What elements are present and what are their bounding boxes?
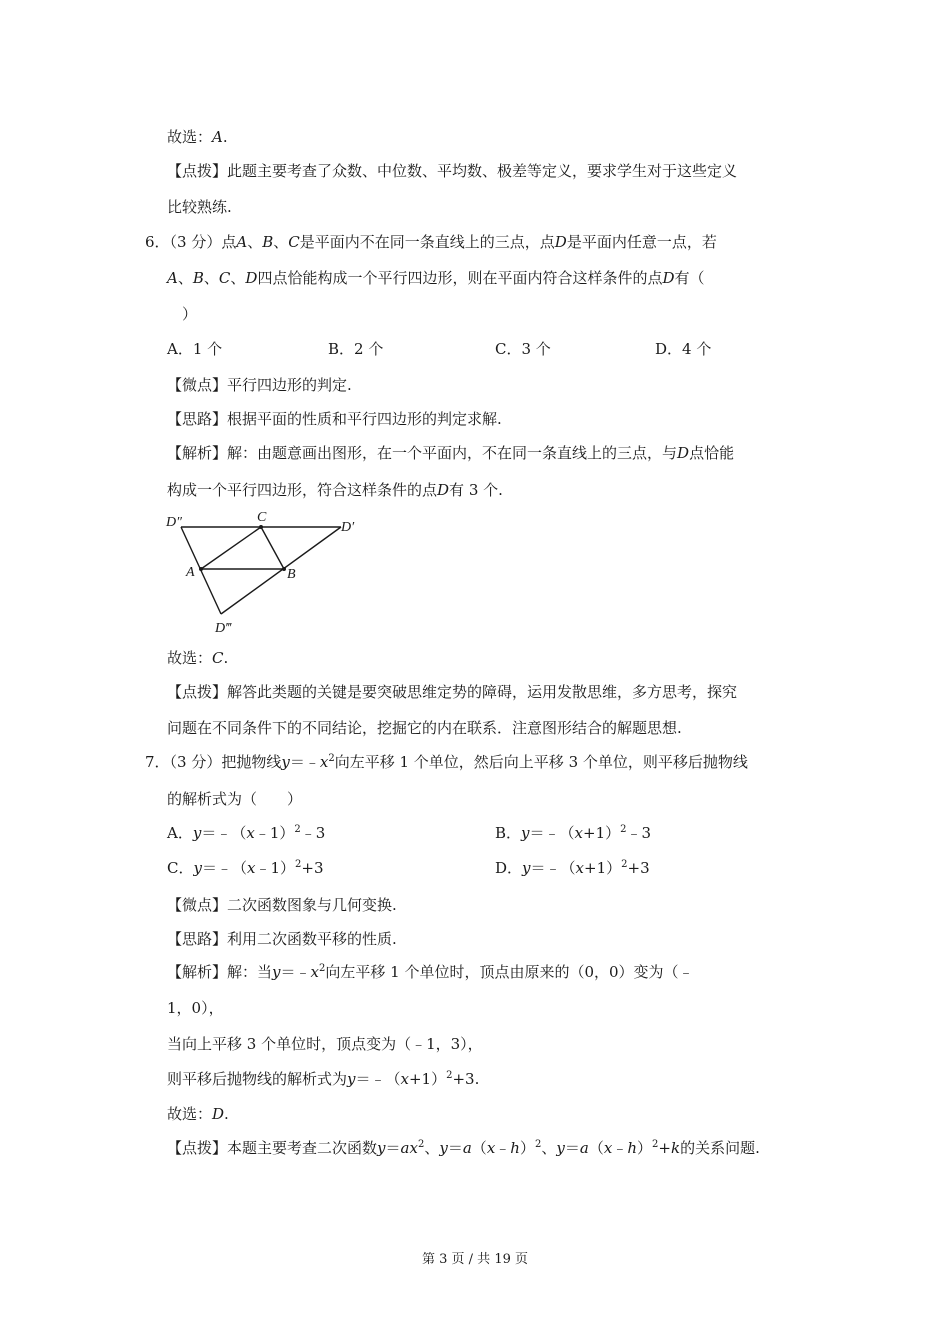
weidian-text: 平行四边形的判定. (227, 376, 352, 394)
var-x: x (603, 1139, 613, 1157)
line-c-b (261, 527, 284, 569)
q6-option-c: C．3 个 (495, 340, 551, 358)
var-d: D (662, 269, 675, 287)
answer-label: 故选： (167, 649, 213, 667)
weidian-tag: 【微点】 (167, 896, 228, 914)
answer-label: 故选： (167, 128, 213, 146)
label-b: B (287, 567, 296, 582)
tip-tag: 【点拨】 (167, 683, 228, 701)
q6-stem-line2 (167, 268, 705, 288)
var-h: h (627, 1139, 637, 1157)
jiexi-text: 有 3 个. (449, 481, 503, 499)
var-y: y (192, 824, 202, 842)
eq: ＝ (564, 1139, 580, 1157)
jiexi-text: +3. (452, 1070, 480, 1088)
stem-text: 向左平移 1 个单位，然后向上平移 3 个单位，则平移后抛物线 (334, 753, 748, 771)
var-c: C (218, 269, 231, 287)
parallelogram-figure (160, 508, 370, 638)
q7-stem-line2: 的解析式为（ ） (167, 790, 303, 808)
stem-text: 点 (221, 233, 237, 251)
var-c: C (288, 233, 300, 251)
silu-tag: 【思路】 (167, 930, 228, 948)
var-y: y (556, 1139, 565, 1157)
q5-tip-line2: 比较熟练. (167, 198, 232, 216)
q7-option-b (495, 823, 651, 843)
var-x: x (246, 824, 255, 842)
var-y: y (439, 1139, 448, 1157)
eq: ＝ (385, 1139, 401, 1157)
tip-text: 此题主要考查了众数、中位数、平均数、极差等定义，要求学生对于这些定义 (227, 162, 738, 180)
var-a: A (236, 233, 248, 251)
answer-letter: A (212, 128, 223, 146)
opt-text: ＝﹣（ (201, 859, 247, 877)
q7-option-d (495, 858, 650, 878)
jiexi-text: 解：当 (227, 963, 273, 981)
opt-text: ＝﹣（ (530, 859, 576, 877)
sep: 、 (424, 1139, 440, 1157)
label-c: C (257, 510, 267, 525)
exponent: 2 (620, 824, 627, 835)
var-x: x (400, 1070, 409, 1088)
opt-text: ＝﹣（ (529, 824, 575, 842)
answer-letter: D (212, 1105, 225, 1123)
q7-jiexi-line4 (167, 1069, 479, 1089)
var-y: y (521, 824, 530, 842)
opt-label: A． (167, 824, 193, 842)
opt-text: +3 (627, 859, 650, 877)
jiexi-text: 则平移后抛物线的解析式为 (167, 1070, 348, 1088)
opt-text: ＝﹣（ (201, 824, 247, 842)
exponent: 2 (417, 1139, 425, 1150)
opt-label: B． (495, 824, 522, 842)
stem-text: 是平面内不在同一条直线上的三点，点 (299, 233, 555, 251)
paren: （ (588, 1139, 604, 1157)
var-d: D (245, 269, 258, 287)
q7-stem-line1 (145, 752, 748, 772)
q6-option-d: D．4 个 (655, 340, 712, 358)
point-b (282, 567, 286, 571)
q6-silu (167, 409, 502, 429)
opt-label: D． (495, 859, 523, 877)
var-a: a (579, 1139, 589, 1157)
stem-text: 是平面内任意一点，若 (566, 233, 717, 251)
page-footer: 第 3 页 / 共 19 页 (422, 1252, 528, 1267)
q5-answer: 故选：A. (167, 128, 228, 146)
q7-answer: 故选：D. (167, 1105, 229, 1123)
eq: ＝ (447, 1139, 463, 1157)
tip-text: 的关系问题. (680, 1139, 760, 1157)
paren: （ (471, 1139, 487, 1157)
var-d: D (437, 481, 450, 499)
exponent: 2 (652, 1139, 659, 1150)
q7-silu (167, 929, 397, 949)
var-d: D (554, 233, 567, 251)
var-y: y (347, 1070, 356, 1088)
exponent: 2 (319, 963, 326, 974)
q6-stem-close: ） (182, 305, 198, 323)
question-score: （3 分） (169, 753, 222, 771)
sep: 、 (273, 233, 289, 251)
opt-text: ﹣1） (254, 824, 295, 842)
exponent: 2 (294, 824, 301, 835)
q6-stem-line1 (145, 232, 717, 252)
var-y: y (522, 859, 531, 877)
tip-tag: 【点拨】 (167, 1139, 228, 1157)
opt-text: +1） (583, 824, 621, 842)
paren: ） (637, 1139, 653, 1157)
var-y: y (377, 1139, 386, 1157)
var-b: B (262, 233, 274, 251)
q6-jiexi-line2 (167, 480, 503, 500)
jiexi-tag: 【解析】 (167, 963, 228, 981)
answer-label: 故选： (167, 1105, 213, 1123)
q7-option-c (167, 858, 324, 878)
var-x: x (319, 753, 329, 771)
weidian-tag: 【微点】 (167, 376, 228, 394)
q6-option-b: B．2 个 (328, 340, 384, 358)
opt-text: ﹣1） (255, 859, 295, 877)
jiexi-text: 解：由题意画出图形，在一个平面内，不在同一条直线上的三点，与 (227, 444, 678, 462)
label-d-double-prime: D″ (166, 515, 182, 530)
opt-label: C． (167, 859, 194, 877)
var-a: a (400, 1139, 410, 1157)
var-d: D (677, 444, 690, 462)
sep: 、 (230, 269, 246, 287)
label-d-prime: D′ (341, 520, 355, 535)
exponent: 2 (621, 859, 628, 870)
tip-text: 本题主要考查二次函数 (227, 1139, 378, 1157)
q6-option-a: A．1 个 (167, 340, 223, 358)
exponent: 2 (534, 1139, 542, 1150)
question-number: 6． (145, 233, 170, 251)
stem-text: 有（ (674, 269, 705, 287)
label-a: A (186, 565, 195, 580)
var-x: x (575, 859, 584, 877)
stem-text: 把抛物线 (221, 753, 282, 771)
var-a: A (167, 269, 178, 287)
point-a (199, 567, 203, 571)
exponent: 2 (328, 753, 335, 764)
jiexi-text: 构成一个平行四边形，符合这样条件的点 (167, 481, 438, 499)
stem-text: 四点恰能构成一个平行四边形，则在平面内符合这样条件的点 (257, 269, 663, 287)
exponent: 2 (446, 1070, 453, 1081)
opt-text: +3 (301, 859, 324, 877)
q6-jiexi-line1 (167, 443, 734, 463)
q7-weidian (167, 895, 397, 915)
silu-text: 根据平面的性质和平行四边形的判定求解. (227, 410, 502, 428)
jiexi-text: ＝﹣（ (355, 1070, 401, 1088)
var-b: B (192, 269, 204, 287)
var-x: x (246, 859, 256, 877)
sep: 、 (541, 1139, 557, 1157)
q6-tip-line2: 问题在不同条件下的不同结论，挖掘它的内在联系．注意图形结合的解题思想. (167, 719, 682, 737)
q7-jiexi-line1 (167, 962, 694, 982)
eq: ＝﹣ (289, 753, 320, 771)
sep: 、 (247, 233, 263, 251)
opt-text: ﹣3 (626, 824, 652, 842)
var-x: x (409, 1139, 418, 1157)
var-x: x (486, 1139, 496, 1157)
jiexi-text: +1） (408, 1070, 447, 1088)
silu-tag: 【思路】 (167, 410, 228, 428)
silu-text: 利用二次函数平移的性质. (227, 930, 397, 948)
minus: ﹣ (495, 1139, 511, 1157)
var-y: y (281, 753, 290, 771)
var-a: a (462, 1139, 472, 1157)
jiexi-tag: 【解析】 (167, 444, 228, 462)
line-d1-d3 (221, 527, 341, 614)
line-a-c (201, 527, 261, 569)
var-x: x (574, 824, 583, 842)
question-number: 7． (145, 753, 170, 771)
var-x: x (310, 963, 319, 981)
q7-option-a (167, 823, 325, 843)
jiexi-text: 点恰能 (689, 444, 735, 462)
minus: ﹣ (612, 1139, 628, 1157)
question-score: （3 分） (169, 233, 222, 251)
q7-jiexi-line2: 1，0）， (167, 999, 224, 1017)
plus: + (658, 1139, 671, 1157)
tip-text: 解答此类题的关键是要突破思维定势的障碍，运用发散思维，多方思考，探究 (227, 683, 738, 701)
label-d-triple-prime: D‴ (215, 621, 231, 636)
q6-answer: 故选：C. (167, 649, 229, 667)
q6-tip-line1 (167, 682, 737, 702)
var-k: k (670, 1139, 681, 1157)
q7-jiexi-line3: 当向上平移 3 个单位时，顶点变为（﹣1，3）， (167, 1035, 483, 1053)
var-h: h (510, 1139, 520, 1157)
weidian-text: 二次函数图象与几何变换. (227, 896, 397, 914)
point-c (259, 525, 263, 529)
sep: 、 (177, 269, 193, 287)
var-y: y (193, 859, 202, 877)
jiexi-text: 向左平移 1 个单位时，顶点由原来的（0，0）变为（﹣ (325, 963, 694, 981)
answer-letter: C (212, 649, 224, 667)
q7-tip (167, 1138, 760, 1158)
tip-tag: 【点拨】 (167, 162, 228, 180)
q5-tip-line1 (167, 161, 737, 181)
paren: ） (519, 1139, 535, 1157)
eq: ＝﹣ (280, 963, 311, 981)
opt-text: ﹣3 (300, 824, 326, 842)
q6-weidian (167, 375, 352, 395)
exponent: 2 (295, 859, 302, 870)
opt-text: +1） (584, 859, 622, 877)
sep: 、 (203, 269, 219, 287)
var-y: y (272, 963, 281, 981)
